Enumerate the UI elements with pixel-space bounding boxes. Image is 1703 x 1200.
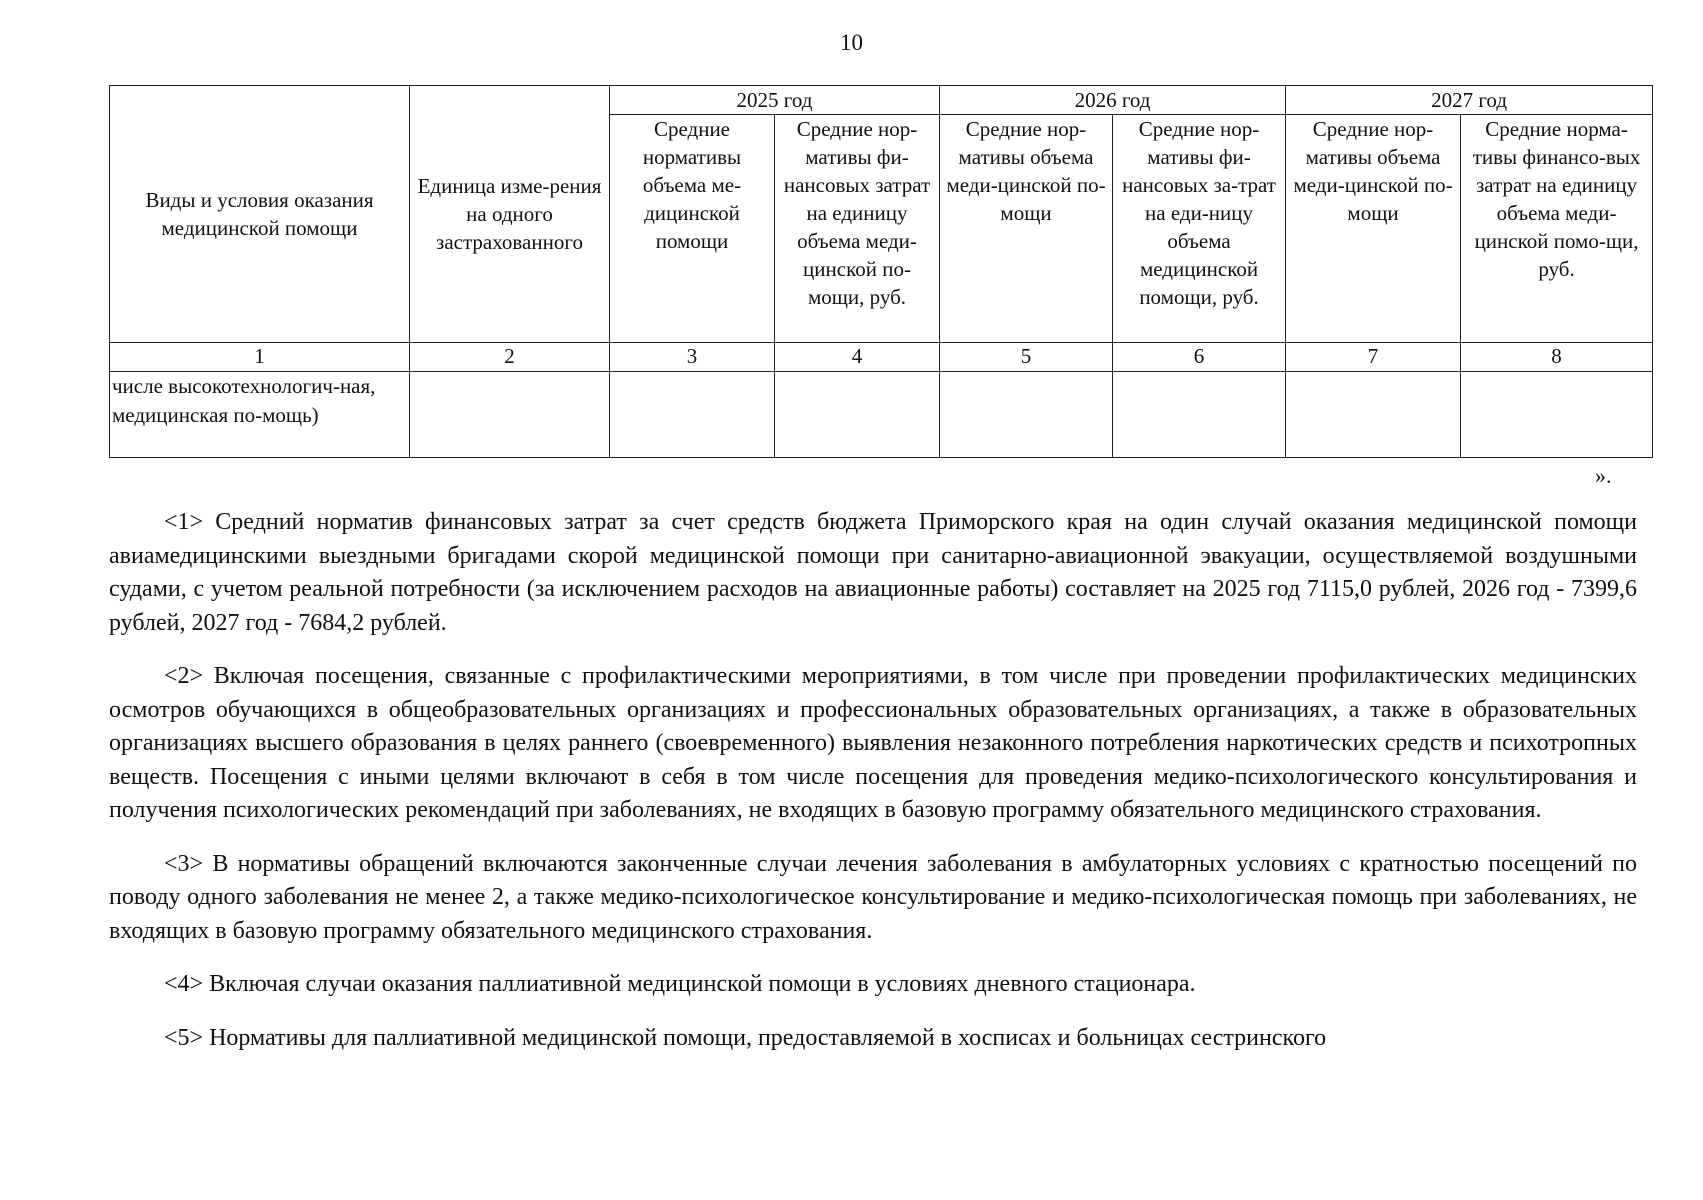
- row-label: числе высокотехнологич-ная, медицинская по-мощь): [110, 372, 410, 458]
- table-cell: [610, 372, 775, 458]
- footnote-1: <1> Средний норматив финансовых затрат за счет средств бюджета Приморского края на один случай оказания медицинской помощи авиамедицинскими выездными бригадами скорой медицинской помощи при санитарно-авиационной эвакуации, осуществляемой воздушными судами, с учетом реальной потребности (за исключением расходов на авиационные работы) составляет на 2025 год 7115,0 рублей, 2026 год - 7399,6 рублей, 2027 год - 7684,2 рублей.: [109, 509, 1637, 636]
- subheader-cost-2025: Средние нор-мативы фи-нансовых затрат на единицу объема меди-цинской по-мощи, руб.: [775, 115, 940, 343]
- page-number: 10: [840, 30, 863, 55]
- header-year-2027: 2027 год: [1286, 86, 1653, 115]
- header-unit: Единица изме-рения на одного застрахованного: [410, 86, 610, 343]
- header-year-2026: 2026 год: [940, 86, 1286, 115]
- subheader-volume-2027: Средние нор-мативы объема меди-цинской по-мощи: [1286, 115, 1461, 343]
- table-row: [110, 372, 1653, 458]
- header-types-conditions: Виды и условия оказания медицинской помощи: [110, 86, 410, 343]
- subheader-volume-2026: Средние нор-мативы объема меди-цинской по-мощи: [940, 115, 1113, 343]
- column-number: 4: [775, 343, 940, 372]
- column-number: 3: [610, 343, 775, 372]
- table-cell: [940, 372, 1113, 458]
- table-cell: [775, 372, 940, 458]
- table-cell: [1461, 372, 1653, 458]
- column-number: 5: [940, 343, 1113, 372]
- subheader-cost-2027: Средние норма-тивы финансо-вых затрат на единицу объема меди-цинской помо-щи, руб.: [1461, 115, 1653, 343]
- footnote-3: <3> В нормативы обращений включаются законченные случаи лечения заболевания в амбулаторных условиях с кратностью посещений по поводу одного заболевания не менее 2, а также медико-психологическое консультирование и медико-психологическая помощь при заболеваниях, не входящих в базовую программу обязательного медицинского страхования.: [109, 850, 1637, 944]
- footnote-5: <5> Нормативы для паллиативной медицинской помощи, предоставляемой в хосписах и больницах сестринского: [164, 1024, 1327, 1051]
- table-cell: [410, 372, 610, 458]
- column-number: 7: [1286, 343, 1461, 372]
- column-number: 1: [110, 343, 410, 372]
- norms-table: [109, 85, 1653, 458]
- table-cell: [1286, 372, 1461, 458]
- footnote-4: <4> Включая случаи оказания паллиативной медицинской помощи в условиях дневного стационара.: [164, 971, 1196, 997]
- subheader-volume-2025: Средние нормативы объема ме-дицинской помощи: [610, 115, 775, 343]
- header-year-2025: 2025 год: [610, 86, 940, 115]
- column-number: 8: [1461, 343, 1653, 372]
- table-cell: [1113, 372, 1286, 458]
- footnotes: [109, 506, 1637, 1075]
- column-number: 2: [410, 343, 610, 372]
- subheader-cost-2026: Средние нор-мативы фи-нансовых за-трат на еди-ницу объема медицинской помощи, руб.: [1113, 115, 1286, 343]
- closing-quote: ».: [1595, 463, 1612, 488]
- column-number: 6: [1113, 343, 1286, 372]
- footnote-2: <2> Включая посещения, связанные с профилактическими мероприятиями, в том числе при проведении профилактических медицинских осмотров обучающихся в общеобразовательных организациях и профессиональных образовательных организациях, а также в образовательных организациях высшего образования в целях раннего (своевременного) выявления незаконного потребления наркотических средств и психотропных веществ. Посещения с иными целями включают в себя в том числе посещения для проведения медико-психологического консультирования и получения психологических рекомендаций при заболеваниях, не входящих в базовую программу обязательного медицинского страхования.: [109, 663, 1637, 823]
- column-numbers-row: [110, 343, 1653, 372]
- header-row-years: [110, 86, 1653, 115]
